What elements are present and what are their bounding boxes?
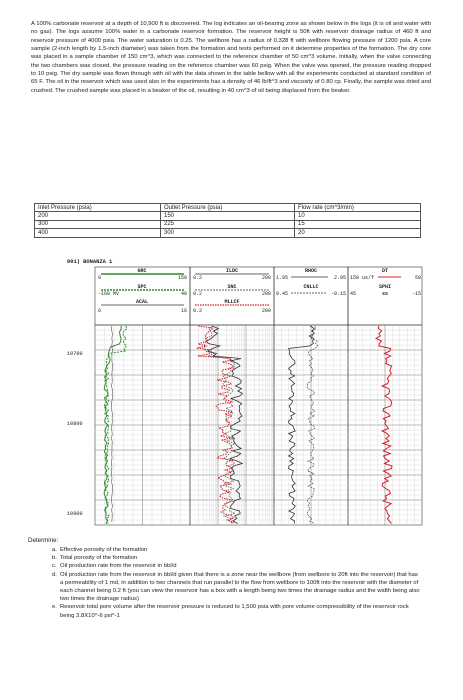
scale-right-mllcf: 200 bbox=[261, 308, 271, 314]
curve-name-snc: SNC bbox=[227, 284, 237, 290]
question-text: Total porosity of the formation bbox=[60, 555, 138, 562]
question-list bbox=[52, 546, 422, 620]
table-cell: 400 bbox=[35, 229, 161, 237]
question-letter: e. bbox=[52, 604, 57, 611]
scale-right-rhoc: 2.95 bbox=[333, 275, 346, 281]
table-cell: 225 bbox=[161, 220, 295, 228]
question-letter: c. bbox=[52, 563, 57, 570]
well-log-svg bbox=[65, 257, 435, 527]
table-cell: 10 bbox=[295, 212, 421, 220]
scale-right-snc: 200 bbox=[261, 291, 271, 297]
table-row bbox=[35, 212, 421, 220]
question-letter: d. bbox=[52, 571, 57, 578]
depth-label: 10900 bbox=[67, 511, 83, 517]
table-cell: 20 bbox=[295, 229, 421, 237]
scale-right-ildc: 200 bbox=[261, 275, 271, 281]
curve-name-ildc: ILDC bbox=[225, 268, 239, 274]
scale-right-dt: 50 bbox=[414, 275, 421, 281]
well-log-figure bbox=[65, 257, 435, 527]
curve-mid-ss: ss bbox=[381, 291, 389, 297]
scale-left-ildc: 0.2 bbox=[193, 275, 203, 281]
scale-left-cnllc: 0.45 bbox=[276, 291, 289, 297]
curve-name-acal: ACAL bbox=[135, 299, 149, 305]
scale-left-sphi: 45 bbox=[350, 291, 357, 297]
table-row bbox=[35, 220, 421, 228]
log-grid bbox=[95, 325, 422, 525]
depth-label: 10800 bbox=[67, 421, 83, 427]
scale-right-spc: 40 bbox=[180, 291, 187, 297]
scale-left-acal: 6 bbox=[98, 308, 102, 314]
question-letter: b. bbox=[52, 555, 57, 562]
scale-left-snc: 0.2 bbox=[193, 291, 203, 297]
question-text: Effective porosity of the formation bbox=[60, 547, 148, 553]
table-cell: 300 bbox=[161, 229, 295, 237]
curve-name-sphi: SPHI bbox=[378, 284, 392, 290]
scale-right-cnllc: -0.15 bbox=[330, 291, 346, 297]
header-flow-rate: Flow rate (cm^3/min) bbox=[295, 204, 421, 212]
curve-caliper bbox=[112, 326, 113, 522]
table-cell: 150 bbox=[161, 212, 295, 220]
question-text: Oil production rate from the reservoir in bbl/d given that there is a zone near the wellbore (from wellbore to 20ft into the reservoir) that has a permeability of 1 md, in addition to two channels that run parallel to the flow from wellbore to 100ft into the reservoir with the diameter of each channel being 0.2 ft (you can view the reservoir has a box with a length being two times the drainage radius and the width being also two times the drainage radius) bbox=[60, 571, 420, 603]
table-cell: 300 bbox=[35, 220, 161, 228]
scale-left-mllcf: 0.2 bbox=[193, 308, 203, 314]
header-inlet-pressure: Inlet Pressure (psia) bbox=[35, 204, 161, 212]
table-header-row bbox=[35, 204, 421, 212]
question-text: Reservoir total pore volume after the reservoir pressure is reduced to 1,500 psia with pore volume compressibility of the reservoir rock being 3.8X10^-6 psi^-1 bbox=[60, 604, 409, 619]
scale-left-grc: 0 bbox=[98, 275, 102, 281]
curve-name-spc: SPC bbox=[137, 284, 147, 290]
curve-name-grc: GRC bbox=[137, 268, 147, 274]
depth-label: 10700 bbox=[67, 351, 83, 357]
curve-name-rhoc: RHOC bbox=[304, 268, 318, 274]
scale-right-grc: 150 bbox=[177, 275, 187, 281]
header-outlet-pressure: Outlet Pressure (psia) bbox=[161, 204, 295, 212]
scale-left-dt: 150 us/f bbox=[350, 275, 375, 281]
list-item bbox=[52, 562, 422, 570]
list-item bbox=[52, 571, 422, 604]
question-letter: a. bbox=[52, 547, 57, 553]
scale-right-sphi: -15 bbox=[411, 291, 421, 297]
list-item bbox=[52, 603, 422, 619]
curve-name-dt: DT bbox=[381, 268, 389, 274]
list-item bbox=[52, 554, 422, 562]
determine-label: Determine: bbox=[28, 537, 59, 544]
scale-left-rhoc: 1.95 bbox=[276, 275, 289, 281]
curve-name-mllcf: MLLCF bbox=[224, 299, 240, 305]
question-text: Oil production rate from the reservoir in bbl/d bbox=[60, 563, 177, 570]
table-cell: 200 bbox=[35, 212, 161, 220]
table-row bbox=[35, 229, 421, 237]
flow-data-table bbox=[34, 203, 421, 238]
well-name: 001) BONANZA 1 bbox=[67, 259, 113, 265]
scale-right-acal: 16 bbox=[180, 308, 187, 314]
scale-left-spc: -160 MV bbox=[98, 291, 120, 297]
problem-statement: A 100% carbonate reservoir at a depth of 10,900 ft is discovered. The log indicates an oil-bearing zone as shown below in the logs (it is oil and water with no gas). The logs assume 100% water in a carbonate reservoir formation. The reservoir height is 50ft with reservoir drainage radius of 460 ft and reservoir pressure of 4000 psia. The water saturation is 0.25. The wellbore has a radius of 0.328 ft with wellbore flowing pressure of 1200 psia. A core sample (2-inch length by 1.5-inch diameter) was taken from the formation and tests performed on it determine properties of the formation. The dry core was placed in a sample chamber of 150 cm^3, which was connected to the reference chamber of 50 cm^3 volume. Initially, when the valve connecting the two chambers was closed, the pressure reading on the reference chamber was 60 psig. When the valve was opened, the pressure reading dropped to 10 psig. The dry sample was flown through with oil with the data shown in the table bellow with all the experiments conducted at standard condition of 65 F. The oil in the reservoir which was used also in the experiments has a density of 46 lb/ft^3 and viscosity of 0.80 cp. Finally, the sample was dried and crushed. The crushed sample was placed in a beaker of the oil, resulting in 40 cm^3 of oil being displaced from the beaker. bbox=[31, 21, 431, 94]
list-item bbox=[52, 546, 422, 554]
table-cell: 15 bbox=[295, 220, 421, 228]
curve-name-cnllc: CNLLC bbox=[303, 284, 319, 290]
